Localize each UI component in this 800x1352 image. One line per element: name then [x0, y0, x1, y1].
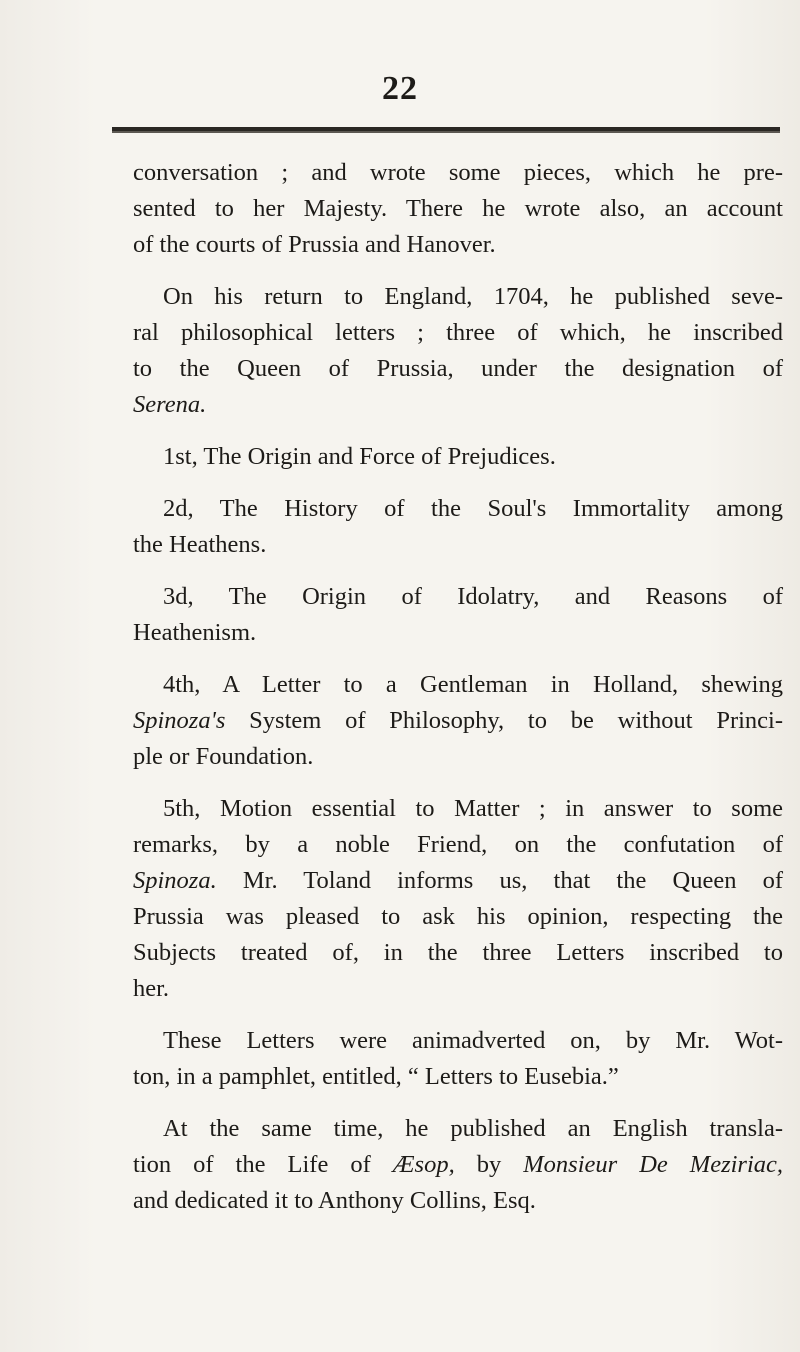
text-line: Heathenism.	[133, 619, 257, 646]
text-line: 4th, A Letter to a Gentleman in Holland, shewing	[163, 671, 783, 698]
italic-title: Æsop,	[392, 1151, 455, 1178]
paragraph-3	[133, 439, 783, 475]
text-span: System of Philosophy, to be without Princi-	[225, 707, 783, 734]
text-line: sented to her Majesty. There he wrote also, an account	[133, 195, 783, 222]
text-span: by	[454, 1151, 524, 1178]
paragraph-8	[133, 1023, 783, 1095]
text-line: 2d, The History of the Soul's Immortality among	[163, 495, 783, 522]
paragraph-5	[133, 579, 783, 651]
text-line: On his return to England, 1704, he published seve-	[163, 283, 783, 310]
text-line: to the Queen of Prussia, under the designation of	[133, 355, 783, 382]
page-number: 22	[382, 70, 418, 107]
text-line: ral philosophical letters ; three of which, he inscribed	[133, 319, 783, 346]
italic-author: Monsieur De Meziriac,	[523, 1151, 783, 1178]
text-line: Subjects treated of, in the three Letters inscribed to	[133, 939, 783, 966]
text-line: 5th, Motion essential to Matter ; in answer to some	[163, 795, 783, 822]
paragraph-4	[133, 491, 783, 563]
paragraph-7	[133, 791, 783, 1007]
italic-name: Spinoza's	[133, 707, 226, 734]
text-line: 1st, The Origin and Force of Prejudices.	[163, 443, 556, 470]
text-line	[133, 1147, 783, 1183]
text-line: her.	[133, 975, 170, 1002]
text-line: of the courts of Prussia and Hanover.	[133, 231, 496, 258]
text-line	[133, 703, 783, 739]
paragraph-9	[133, 1111, 783, 1219]
text-line: These Letters were animadverted on, by Mr. Wot-	[163, 1027, 783, 1054]
header-rule	[112, 127, 780, 133]
paragraph-1	[133, 155, 783, 263]
text-line: and dedicated it to Anthony Collins, Esq.	[133, 1187, 536, 1214]
text-line: Serena.	[133, 391, 207, 418]
text-line: conversation ; and wrote some pieces, which he pre-	[133, 159, 783, 186]
text-line: the Heathens.	[133, 531, 267, 558]
paragraph-2	[133, 279, 783, 423]
text-span: Mr. Toland informs us, that the Queen of	[216, 867, 783, 894]
italic-name: Spinoza.	[133, 867, 217, 894]
paragraph-6	[133, 667, 783, 775]
text-line: ple or Foundation.	[133, 743, 314, 770]
body-text	[133, 155, 783, 1235]
text-line: At the same time, he published an English transla-	[163, 1115, 783, 1142]
text-line	[133, 863, 783, 899]
text-line: remarks, by a noble Friend, on the confutation of	[133, 831, 783, 858]
text-span: tion of the Life of	[133, 1151, 393, 1178]
text-line: 3d, The Origin of Idolatry, and Reasons of	[163, 583, 783, 610]
text-line: Prussia was pleased to ask his opinion, respecting the	[133, 903, 783, 930]
text-line: ton, in a pamphlet, entitled, “ Letters to Eusebia.”	[133, 1063, 619, 1090]
